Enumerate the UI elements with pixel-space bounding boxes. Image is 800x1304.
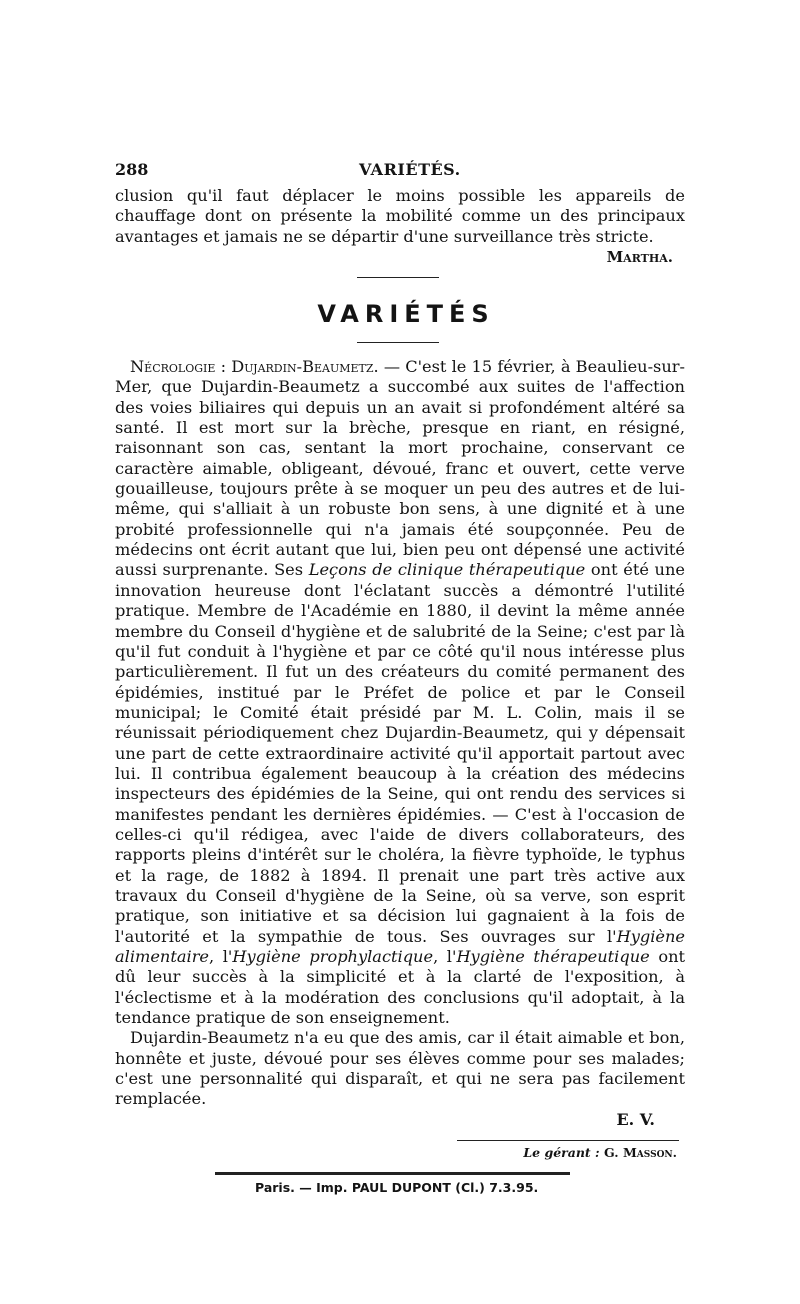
necrology-paragraph-1 xyxy=(115,357,685,1028)
page-header xyxy=(115,160,685,186)
page-number: 288 xyxy=(115,160,149,179)
gerant-label: Le gérant : xyxy=(523,1144,605,1160)
necrology-heading: Nécrologie : Dujardin-Beaumetz. xyxy=(130,357,379,377)
printer-rule xyxy=(215,1172,570,1175)
gerant-initial: G. xyxy=(604,1144,623,1160)
necrology-text-d: , l' xyxy=(433,947,457,966)
section-rule xyxy=(357,342,439,343)
necrology-paragraph-2: Dujardin-Beaumetz n'a eu que des amis, car il était aimable et bon, honnête et juste, dévoué pour ses élèves comme pour ses malades; c'est une personnalité qui disparaît, et qui ne sera pas facilement remplacée. xyxy=(115,1028,685,1109)
necrology-text-e: ont dû leur succès à la simplicité et à la clarté de l'exposition, à l'éclectisme et à la modération des conclusions qu'il adoptait, à la tendance pratique de son enseignement. xyxy=(115,947,685,1028)
necrology-text-a: — C'est le 15 février, à Beaulieu-sur-Mer, que Dujardin-Beaumetz a succombé aux suites de l'affection des voies biliaires qui depuis un an avait si profondément altéré sa santé. Il est mort sur la brèche, presque en riant, en résigné, raisonnant son cas, sentant la mort prochaine, conservant ce caractère aimable, obligeant, dévoué, franc et ouvert, cette verve gouailleuse, toujours prête à se moquer un peu des autres et de lui-même, qui s'alliait à un robuste bon sens, à une dignité et à une probité professionnelle qui n'a jamais été soupçonnée. Peu de médecins ont écrit autant que lui, bien peu ont dépensé une activité aussi surprenante. Ses xyxy=(115,357,685,580)
necrology-text-b: ont été une innovation heureuse dont l'éclatant succès a démontré l'utilité pratique. Membre de l'Académie en 1880, il devint la même année membre du Conseil d'hygiène et de salubrité de la Seine; c'est par là qu'il fut conduit à l'hygiène et par ce côté qu'il nous intéresse plus particulièrement. Il fut un des créateurs du comité permanent des épidémies, institué par le Préfet de police et par le Conseil municipal; le Comité était présidé par M. L. Colin, mais il se réunissait périodiquement chez Dujardin-Beaumetz, qui y dépensait une part de cette extraordinaire activité qu'il apportait partout avec lui. Il contribua également beaucoup à la création des médecins inspecteurs des épidémies de la Seine, qui ont rendu des services si manifestes pendant les dernières épidémies. — C'est à l'occasion de celles-ci qu'il rédigea, avec l'aide de divers collaborateurs, des rapports pleins d'intérêt sur le choléra, la fièvre typhoïde, le typhus et la rage, de 1882 à 1894. Il prenait une part très active aux travaux du Conseil d'hygiène de la Seine, où sa verve, son esprit pratique, son initiative et sa décision lui gagnaient à la fois de l'autorité et la sympathie de tous. Ses ouvrages sur l' xyxy=(115,560,685,946)
necrology-book-title-4: Hygiène thérapeutique xyxy=(456,947,650,966)
section-title: VARIÉTÉS xyxy=(317,300,495,329)
document-page xyxy=(115,160,685,1195)
necrology-book-title-2: Hygiène alimentaire xyxy=(115,926,685,966)
printer-imprint: Paris. — Imp. PAUL DUPONT (Cl.) 7.3.95. xyxy=(255,1179,539,1195)
separator-rule xyxy=(357,277,439,278)
gerant-rule xyxy=(457,1140,679,1141)
necrology-book-title-1: Leçons de clinique thérapeutique xyxy=(308,560,586,580)
running-title: VARIÉTÉS. xyxy=(359,160,461,179)
gerant-line xyxy=(115,1145,677,1160)
necrology-book-title-3: Hygiène prophylactique xyxy=(232,947,434,966)
previous-article-signature: Martha. xyxy=(606,248,673,267)
previous-article-ending: clusion qu'il faut déplacer le moins possible les appareils de chauffage dont on présente la mobilité comme un des principaux avantages et jamais ne se départir d'une surveillance très stricte. xyxy=(115,186,685,246)
gerant-name: Masson. xyxy=(622,1144,677,1160)
necrology-signature: E. V. xyxy=(616,1109,655,1129)
necrology-text-c: , l' xyxy=(209,947,233,966)
